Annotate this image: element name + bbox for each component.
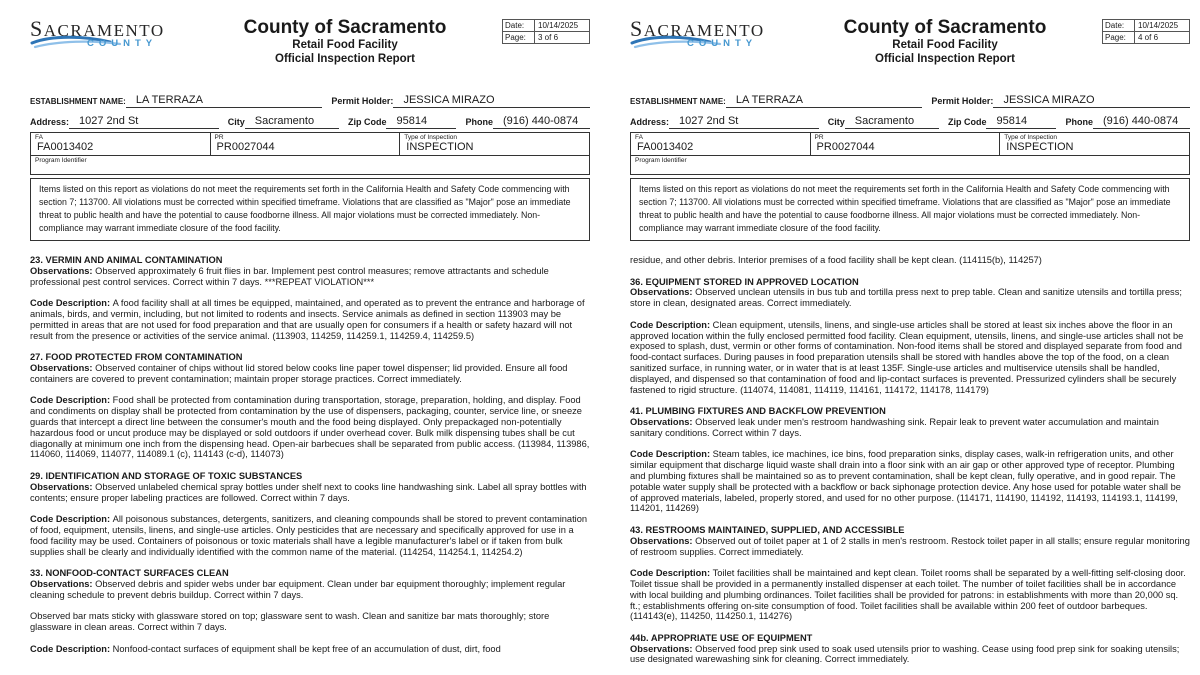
document-subtitle-1: Retail Food Facility [892, 39, 998, 51]
establishment-row [30, 94, 590, 108]
inspection-type-value: INSPECTION [406, 141, 474, 153]
program-identifier-label: Program Identifier [35, 157, 87, 164]
violation-section [630, 525, 1190, 622]
fa-value: FA0013402 [37, 141, 94, 153]
section-heading: 41. PLUMBING FIXTURES AND BACKFLOW PREVENTION [630, 406, 886, 417]
page-header [630, 16, 1190, 70]
inspection-type-label: Type of Inspection [404, 134, 458, 141]
paragraph-label: Observations: [630, 535, 696, 546]
page-label: Page: [1103, 32, 1135, 43]
section-paragraph: Observations: Observed unclean utensils in bus tub and tortilla press next to prep table. Clean and sanitize utensils and tortilla press; store in clean, designated areas. Correct immediately. [630, 287, 1182, 309]
violation-section [30, 568, 590, 654]
address-row [30, 115, 590, 129]
inspection-type-label: Type of Inspection [1004, 134, 1058, 141]
section-paragraph: Observations: Observed container of chips without lid stored below cooks line paper towel dispenser; lid provided. Ensure all food containers are covered to prevent contamination; maintain proper storage practices. Correct immediately. [30, 362, 568, 384]
section-paragraph: Observed bar mats sticky with glassware stored on top; glassware sent to wash. Clean and sanitize bar mats thoroughly; store glassware in clean areas. Correct within 7 days. [30, 611, 550, 633]
violations-disclaimer: Items listed on this report as violations do not meet the requirements set forth in the California Health and Safety Code commencing with section 7; 113700. All violations must be corrected within specified timeframe. Violations that are classified as "Major" pose an immediate threat to public health and have the potential to cause foodborne illness. All major violations must be corrected immediately. Non-compliance may warrant immediate closure of the food facility. [30, 178, 590, 241]
city-label: City [227, 117, 245, 127]
section-heading: 36. EQUIPMENT STORED IN APPROVED LOCATION [630, 276, 859, 287]
paragraph-label: Observations: [30, 265, 96, 276]
violation-section [630, 406, 1190, 514]
page-label: Page: [503, 32, 535, 43]
paragraph-label: Observations: [30, 578, 96, 589]
section-paragraph: Observations: Observed approximately 6 fruit flies in bar. Implement pest control measures; remove attractants and schedule professional pest control services. Correct within 7 days. ***REPEAT VIOLATION*** [30, 265, 549, 287]
section-paragraph: Code Description: Food shall be protected from contamination during transportation, storage, preparation, holding, and display. Food and condiments on display shall be protected from contamination by the use of dispensers, packaging, counter, service line, or sneeze guards that intercept a direct line between the consumer's mouth and the food being displayed. Only prepackaged non-potentially hazardous food or uncut produce may be displayed or sold outdoors if under overhead cover. Bulk milk dispensing tubes shall be cut diagonally at minimum one inch from the dispensing head. Open-air barbecues shall be separated from public access. (113984, 113986, 114060, 114069, 114077, 114089.1 (c), 114143 (c-d), 114073) [30, 395, 590, 460]
city-value: Sacramento [245, 115, 339, 129]
paragraph-label: Code Description: [30, 514, 113, 525]
page-row [503, 31, 589, 43]
program-identifier-row [31, 156, 589, 174]
inspection-type-cell [999, 133, 1189, 155]
paragraph-label: Code Description: [630, 319, 713, 330]
date-row [1103, 20, 1189, 31]
paragraph-label: Code Description: [630, 568, 713, 579]
violation-section [630, 633, 1190, 665]
document-subtitle-2: Official Inspection Report [275, 52, 415, 65]
violation-section [30, 352, 590, 460]
address-value: 1027 2nd St [69, 115, 219, 129]
permit-holder-value: JESSICA MIRAZO [393, 94, 590, 108]
section-paragraph: Observations: Observed out of toilet paper at 1 of 2 stalls in men's restroom. Restock toilet paper in all stalls; ensure regular monitoring of restroom supplies. Correct immediately. [630, 535, 1190, 557]
section-paragraph: Code Description: Toilet facilities shall be maintained and kept clean. Toilet rooms shall be separated by a well-fitting self-closing door. Toilet tissue shall be provided in a permanently installed dispenser at each toilet. The number of toilet facilities shall be in accordance with local building and plumbing ordinances. Toilet facilities shall be provided for patrons: in establishments with more than 20,000 sq. ft.; establishments offering on-site consumption of food. Toilet facilities shall be available within 200 feet of outdoor barbeques. (114143(e), 114250, 114250.1, 114276) [630, 568, 1186, 622]
fa-label: FA [35, 134, 43, 141]
inspection-type-value: INSPECTION [1006, 141, 1074, 153]
violations-disclaimer: Items listed on this report as violations do not meet the requirements set forth in the California Health and Safety Code commencing with section 7; 113700. All violations must be corrected within specified timeframe. Violations that are classified as "Major" pose an immediate threat to public health and have the potential to cause foodborne illness. All major violations must be corrected immediately. Non-compliance may warrant immediate closure of the food facility. [630, 178, 1190, 241]
document-title-block [788, 16, 1102, 67]
phone-value: (916) 440-0874 [1093, 115, 1190, 129]
violation-section [630, 255, 1190, 266]
facility-id-row [631, 133, 1189, 156]
section-paragraph: Observations: Observed leak under men's restroom handwashing sink. Repair leak to prevent water accumulation and maintain sanitary conditions. Correct within 7 days. [630, 416, 1159, 438]
page-value: 3 of 6 [538, 33, 559, 42]
sacramento-county-logo [30, 16, 188, 68]
city-label: City [827, 117, 845, 127]
paragraph-label: Observations: [630, 416, 696, 427]
zip-value: 95814 [386, 115, 456, 129]
pr-cell [810, 133, 1000, 155]
program-identifier-row [631, 156, 1189, 174]
logo-wordmark: SACRAMENTO [630, 16, 765, 41]
establishment-name-label: ESTABLISHMENT NAME: [630, 97, 726, 106]
establishment-row [630, 94, 1190, 108]
establishment-name-value: LA TERRAZA [126, 94, 323, 108]
report-page-4 [600, 0, 1200, 675]
date-label: Date: [1103, 20, 1135, 31]
logo-county-text: COUNTY [87, 38, 158, 49]
facility-id-table [30, 132, 590, 175]
pr-cell [210, 133, 400, 155]
document-subtitle-2: Official Inspection Report [875, 52, 1015, 65]
date-value: 10/14/2025 [538, 21, 579, 30]
violations-body [630, 255, 1190, 665]
section-paragraph: Code Description: Clean equipment, utensils, linens, and single-use articles shall be stored at least six inches above the floor in an approved location within the fully enclosed permitted food facility. Clean equipment, utensils, linens, and single-use articles shall not be exposed to splash, dust, vermin or other forms of contamination. Non-food items shall be stored and displayed separate from food and food-contact surfaces. During pauses in food preparation utensils shall be stored with handles above the top of the food, on a clean sanitized surface, in running water, or in water that is at least 135F. Single-use articles and multiservice utensils shall be handled, displayed, and dispensed so that contamination of food and lip-contact surfaces is prevented. Pressurized cylinders shall be securely fastened to rigid structure. (114074, 114081, 114119, 114161, 114172, 114178, 114179) [630, 319, 1184, 395]
zip-value: 95814 [986, 115, 1056, 129]
address-row [630, 115, 1190, 129]
facility-id-row [31, 133, 589, 156]
pr-value: PR0027044 [216, 141, 275, 153]
page-value: 4 of 6 [1138, 33, 1159, 42]
section-heading: 23. VERMIN AND ANIMAL CONTAMINATION [30, 255, 223, 265]
permit-holder-label: Permit Holder: [331, 96, 394, 106]
program-identifier-cell [631, 156, 1189, 174]
section-paragraph: Code Description: Nonfood-contact surfaces of equipment shall be kept free of an accumulation of dust, dirt, food [30, 643, 501, 654]
document-subtitle-1: Retail Food Facility [292, 39, 398, 51]
fa-value: FA0013402 [637, 141, 694, 153]
permit-holder-label: Permit Holder: [931, 96, 994, 106]
paragraph-label: Code Description: [30, 395, 113, 406]
phone-label: Phone [465, 117, 493, 127]
page-row [1103, 31, 1189, 43]
section-heading: 27. FOOD PROTECTED FROM CONTAMINATION [30, 352, 243, 363]
violation-section [630, 277, 1190, 396]
zip-label: Zip Code [347, 117, 387, 127]
fa-cell [31, 133, 210, 155]
violations-body [30, 255, 590, 654]
fa-cell [631, 133, 810, 155]
paragraph-label: Observations: [30, 481, 96, 492]
logo-county-text: COUNTY [687, 38, 758, 49]
section-paragraph: residue, and other debris. Interior premises of a food facility shall be kept clean. (114115(b), 114257) [630, 255, 1042, 265]
violation-section [30, 471, 590, 557]
facility-id-table [630, 132, 1190, 175]
inspection-type-cell [399, 133, 589, 155]
address-label: Address: [630, 117, 670, 127]
page-header [30, 16, 590, 70]
section-paragraph: Code Description: A food facility shall at all times be equipped, maintained, and operated as to prevent the entrance and harborage of animals, birds, and vermin, including, but not limited to rodents and insects. Service animals as defined in section 113903 may be permitted in areas that are not used for food preparation and that are usually open for consumers if a health or safety hazard will not result from the presence or activities of the service animal. (113903, 114259, 114259.1, 114259.4, 114259.5) [30, 298, 585, 341]
address-label: Address: [30, 117, 70, 127]
paragraph-label: Observations: [630, 643, 696, 654]
pr-label: PR [214, 134, 224, 141]
date-page-box [1102, 19, 1190, 44]
section-paragraph: Observations: Observed food prep sink used to soak used utensils prior to washing. Cease using food prep sink for soaking utensils; use designated warewashing sink for cleaning. Correct immediately. [630, 643, 1180, 665]
document-title: County of Sacramento [843, 17, 1047, 38]
document-title: County of Sacramento [243, 17, 447, 38]
section-heading: 43. RESTROOMS MAINTAINED, SUPPLIED, AND ACCESSIBLE [630, 524, 905, 535]
address-value: 1027 2nd St [669, 115, 819, 129]
sacramento-county-logo [630, 16, 788, 68]
date-row [503, 20, 589, 31]
zip-label: Zip Code [947, 117, 987, 127]
permit-holder-value: JESSICA MIRAZO [993, 94, 1190, 108]
section-paragraph: Observations: Observed unlabeled chemical spray bottles under shelf next to cooks line handwashing sink. Label all spray bottles with contents; ensure proper labeling practices are followed. Correct within 7 days. [30, 481, 587, 503]
phone-label: Phone [1065, 117, 1093, 127]
document-title-block [188, 16, 502, 67]
program-identifier-cell [31, 156, 589, 174]
section-heading: 44b. APPROPRIATE USE OF EQUIPMENT [630, 632, 813, 643]
paragraph-label: Code Description: [630, 449, 713, 460]
paragraph-label: Observations: [630, 287, 696, 298]
logo-wordmark: SACRAMENTO [30, 16, 165, 41]
date-page-box [502, 19, 590, 44]
section-heading: 29. IDENTIFICATION AND STORAGE OF TOXIC SUBSTANCES [30, 470, 303, 481]
pr-value: PR0027044 [816, 141, 875, 153]
paragraph-label: Code Description: [30, 643, 113, 654]
city-value: Sacramento [845, 115, 939, 129]
date-value: 10/14/2025 [1138, 21, 1179, 30]
fa-label: FA [635, 134, 643, 141]
program-identifier-label: Program Identifier [635, 157, 687, 164]
paragraph-label: Code Description: [30, 298, 113, 309]
establishment-name-value: LA TERRAZA [726, 94, 923, 108]
establishment-name-label: ESTABLISHMENT NAME: [30, 97, 126, 106]
section-paragraph: Observations: Observed debris and spider webs under bar equipment. Clean under bar equipment thoroughly; implement regular cleaning schedule to prevent debris buildup. Correct within 7 days. [30, 578, 566, 600]
section-paragraph: Code Description: All poisonous substances, detergents, sanitizers, and cleaning compounds shall be stored to prevent contamination of food, equipment, utensils, linens, and single-use articles. Only pesticides that are necessary and specifically approved for use in a food facility may be used. Containers of poisonous or toxic materials shall have a legible manufacturer's label or if taken from bulk supplies shall be clearly and individually identified with the common name of the material. (114254, 114254.1, 114254.2) [30, 514, 588, 557]
paragraph-label: Observations: [30, 362, 96, 373]
pr-label: PR [814, 134, 824, 141]
violation-section [30, 255, 590, 341]
section-heading: 33. NONFOOD-CONTACT SURFACES CLEAN [30, 568, 229, 579]
section-paragraph: Code Description: Steam tables, ice machines, ice bins, food preparation sinks, display cases, walk-in refrigeration units, and other similar equipment that discharge liquid waste shall drain into a floor sink with an air gap or other approved type of receptor. Plumbing and plumbing fixtures shall be maintained so as to prevent contamination, shall be kept clean, fully operative, and in good repair. The potable water supply shall be protected with a backflow or back siphonage protection device. Any hose used for potable water shall be of approved materials, labeled, properly stored, and used for no other purpose. (114171, 114190, 114192, 114193, 114193.1, 114199, 114201, 114269) [630, 449, 1181, 514]
phone-value: (916) 440-0874 [493, 115, 590, 129]
date-label: Date: [503, 20, 535, 31]
